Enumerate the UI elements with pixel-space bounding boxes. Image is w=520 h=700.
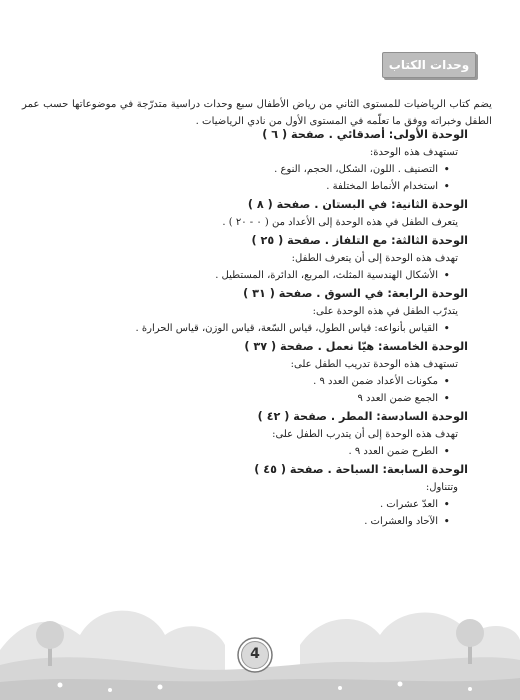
unit-description: تستهدف هذه الوحدة: [369,147,458,158]
unit-items [28,496,468,530]
list-item: • القياس بأنواعه: قياس الطول، قياس السّعة، قياس الوزن، قياس الحرارة . [28,320,438,337]
unit-title: الوحدة الرابعة: في السوق . صفحة ( ٣١ ) [243,287,468,300]
list-item: • التصنيف . اللون، الشكل، الحجم، النوع . [28,161,438,178]
list-item: • مكونات الأعداد ضمن العدد ٩ . [28,373,438,390]
unit-7 [28,460,468,530]
unit-items [28,373,468,407]
units-list [28,125,468,530]
unit-1 [28,125,468,195]
unit-description: يتدرّب الطفل في هذه الوحدة على: [312,306,458,317]
list-item: • استخدام الأنماط المختلفة . [28,178,438,195]
page-number: 4 [250,646,260,662]
section-header-tag [382,52,476,78]
unit-5 [28,337,468,407]
list-item: • العدّ عشرات . [28,496,438,513]
unit-title: الوحدة الأولى: أصدقائي . صفحة ( ٦ ) [262,128,468,141]
unit-items [28,320,468,337]
intro-paragraph: يضم كتاب الرياضيات للمستوى الثاني من رياض الأطفال سبع وحدات دراسية متدرّجة في موضوعاتها حسب عمر الطفل وخبراته ووفق ما تعلّمه في المستوى الأول من نادي الرياضيات . [22,99,492,128]
list-item: • الجمع ضمن العدد ٩ [28,390,438,407]
unit-description: تهدف هذه الوحدة إلى أن يتدرب الطفل على: [272,429,458,440]
unit-title: الوحدة الخامسة: هيّا نعمل . صفحة ( ٣٧ ) [244,340,468,353]
unit-items [28,443,468,460]
unit-description: يتعرف الطفل في هذه الوحدة إلى الأعداد من ( ٠ - ٢٠ ) . [222,217,458,228]
unit-title: الوحدة السادسة: المطر . صفحة ( ٤٢ ) [257,410,468,423]
unit-description: تستهدف هذه الوحدة تدريب الطفل على: [290,359,458,370]
unit-items [28,161,468,195]
unit-description: وتتناول: [425,482,458,493]
section-header-title: وحدات الكتاب [388,58,470,72]
unit-2 [28,195,468,231]
unit-title: الوحدة الثالثة: مع التلفاز . صفحة ( ٢٥ ) [251,234,468,247]
unit-title: الوحدة الثانية: في البستان . صفحة ( ٨ ) [247,198,468,211]
list-item: • الأشكال الهندسية المثلث، المربع، الدائرة، المستطيل . [28,267,438,284]
list-item: • الآحاد والعشرات . [28,513,438,530]
unit-3 [28,231,468,284]
unit-description: تهدف هذه الوحدة إلى أن يتعرف الطفل: [291,253,458,264]
unit-title: الوحدة السابعة: السباحة . صفحة ( ٤٥ ) [254,463,468,476]
list-item: • الطرح ضمن العدد ٩ . [28,443,438,460]
unit-items [28,267,468,284]
unit-4 [28,284,468,337]
unit-6 [28,407,468,460]
